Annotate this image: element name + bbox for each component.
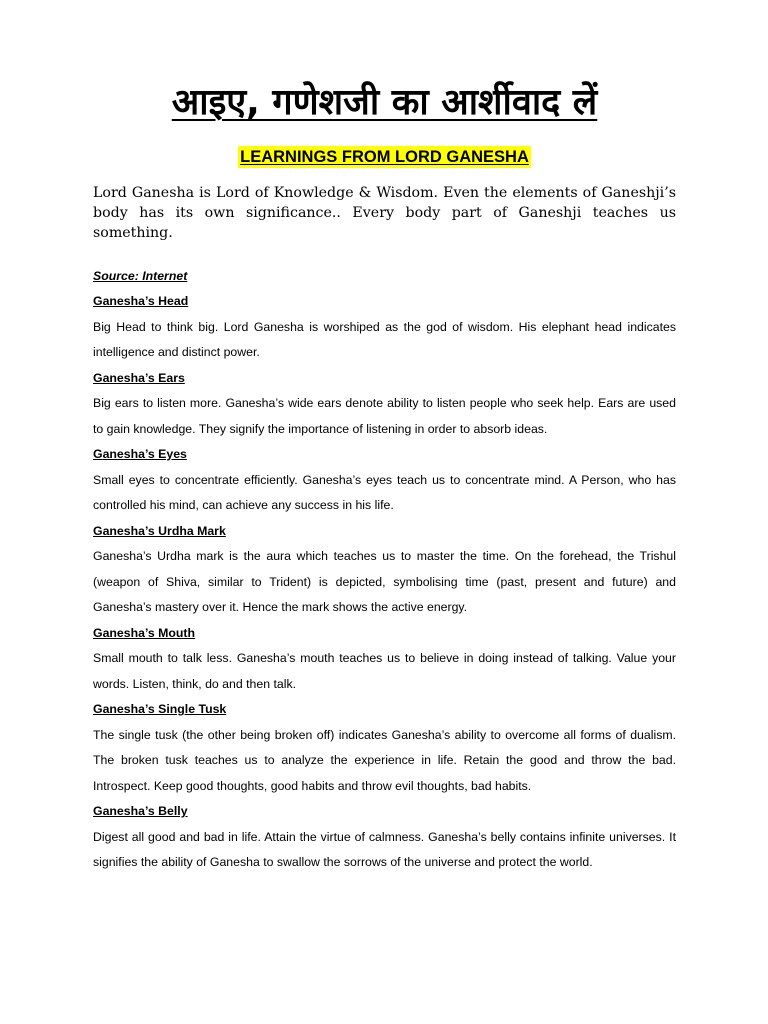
section-heading: Ganesha’s Ears (93, 370, 185, 385)
subtitle-container (93, 146, 676, 172)
section-urdha-mark (93, 519, 676, 621)
section-heading: Ganesha’s Head (93, 294, 189, 308)
section-body: Small mouth to talk less. Ganesha’s mouth teaches us to believe in doing instead of talking. Value your words. Listen, think, do and then talk. (93, 651, 676, 691)
section-heading: Ganesha’s Belly (93, 804, 188, 818)
section-heading: Ganesha’s Urdha Mark (93, 523, 226, 538)
sections-list (93, 289, 676, 876)
section-eyes (93, 442, 676, 519)
section-body: The single tusk (the other being broken off) indicates Ganesha’s ability to overcome all forms of dualism. The broken tusk teaches us to analyze the experience in life. Retain the good and throw the bad. Introspect. Keep good thoughts, good habits and throw evil thoughts, bad habits. (93, 727, 676, 793)
intro-paragraph: Lord Ganesha is Lord of Knowledge & Wisdom. Even the elements of Ganeshji’s body has its own significance.. Every body part of Ganeshji teaches us something. (93, 185, 676, 241)
page-title: आइए, गणेशजी का आर्शीवाद लें (171, 82, 598, 123)
section-mouth (93, 621, 676, 698)
section-heading: Ganesha’s Single Tusk (93, 702, 227, 716)
section-body: Ganesha’s Urdha mark is the aura which teaches us to master the time. On the forehead, the Trishul (weapon of Shiva, similar to Trident) is depicted, symbolising time (past, present and future) and Ganesha’s mastery over it. Hence the mark shows the active energy. (93, 549, 676, 614)
section-single-tusk (93, 697, 676, 799)
section-belly (93, 799, 676, 876)
section-body: Small eyes to concentrate efficiently. Ganesha’s eyes teach us to concentrate mind. A Person, who has controlled his mind, can achieve any success in his life. (93, 472, 676, 512)
section-heading: Ganesha’s Mouth (93, 625, 196, 640)
section-body: Digest all good and bad in life. Attain the virtue of calmness. Ganesha’s belly contains infinite universes. It signifies the ability of Ganesha to swallow the sorrows of the universe and protect the world. (93, 829, 676, 869)
highlighted-subtitle: LEARNINGS FROM LORD GANESHA (240, 148, 529, 166)
source-note: Source: Internet (93, 269, 188, 283)
section-ears (93, 366, 676, 443)
section-body: Big Head to think big. Lord Ganesha is worshiped as the god of wisdom. His elephant head indicates intelligence and distinct power. (93, 319, 676, 359)
section-head (93, 289, 676, 366)
section-heading: Ganesha’s Eyes (93, 447, 187, 461)
section-body: Big ears to listen more. Ganesha’s wide ears denote ability to listen people who seek help. Ears are used to gain knowledge. They signify the importance of listening in order to absorb ideas. (93, 396, 676, 436)
